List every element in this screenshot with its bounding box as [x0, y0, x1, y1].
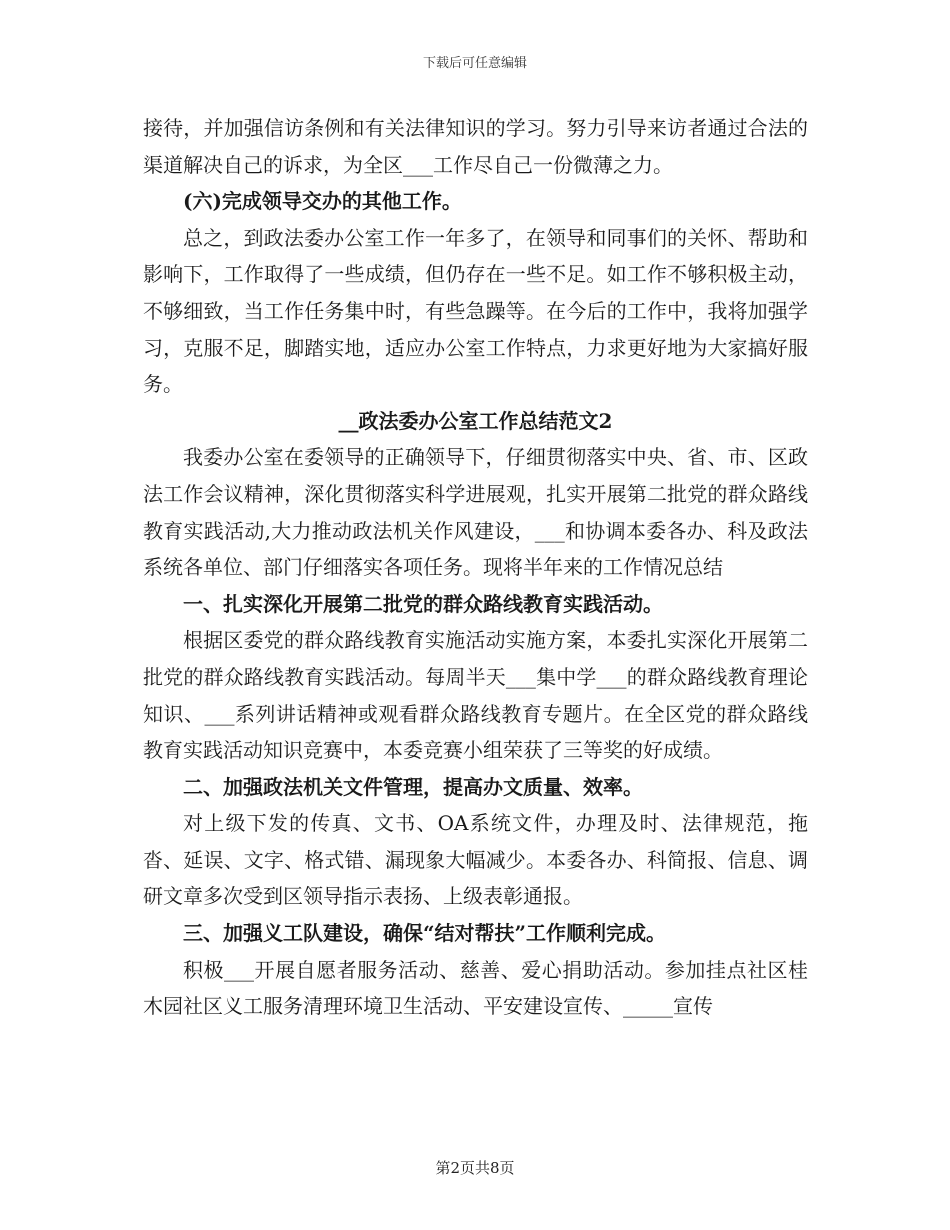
section-heading: 一、扎实深化开展第二批党的群众路线教育实践活动。 [183, 591, 663, 616]
paragraph: 我委办公室在委领导的正确领导下，仔细贯彻落实中央、省、市、区政法工作会议精神，深化贯彻落实科学进展观，扎实开展第二批党的群众路线教育实践活动,大力推动政法机关作风建设，___和协调本委各办、科及政法系统各单位、部门仔细落实各项任务。现将半年来的工作情况总结 [143, 445, 808, 580]
paragraph: 总之，到政法委办公室工作一年多了，在领导和同事们的关怀、帮助和影响下，工作取得了一些成绩，但仍存在一些不足。如工作不够积极主动，不够细致，当工作任务集中时，有些急躁等。在今后的工作中，我将加强学习，克服不足，脚踏实地，适应办公室工作特点，力求更好地为大家搞好服务。 [143, 225, 808, 397]
section-heading: 三、加强义工队建设，确保“结对帮扶”工作顺利完成。 [183, 921, 667, 946]
document-title: __政法委办公室工作总结范文2 [338, 408, 613, 433]
section-heading: 二、加强政法机关文件管理，提高办文质量、效率。 [183, 774, 643, 799]
page-number-footer: 第2页共8页 [435, 1159, 515, 1177]
paragraph: 接待，并加强信访条例和有关法律知识的学习。努力引导来访者通过合法的渠道解决自己的诉求，为全区___工作尽自己一份微薄之力。 [143, 116, 808, 177]
page-header: 下载后可任意编辑 [422, 56, 527, 71]
section-heading: (六)完成领导交办的其他工作。 [183, 189, 462, 214]
document-body [143, 110, 808, 1025]
paragraph: 根据区委党的群众路线教育实施活动实施方案，本委扎实深化开展第二批党的群众路线教育实践活动。每周半天___集中学___的群众路线教育理论知识、___系列讲话精神或观看群众路线教育专题片。在全区党的群众路线教育实践活动知识竞赛中，本委竞赛小组荣获了三等奖的好成绩。 [143, 628, 808, 763]
paragraph: 积极___开展自愿者服务活动、慈善、爱心捐助活动。参加挂点社区桂木园社区义工服务清理环境卫生活动、平安建设宣传、_____宣传 [143, 957, 808, 1019]
paragraph: 对上级下发的传真、文书、OA系统文件，办理及时、法律规范，拖沓、延误、文字、格式错、漏现象大幅减少。本委各办、科简报、信息、调研文章多次受到区领导指示表扬、上级表彰通报。 [143, 811, 808, 909]
